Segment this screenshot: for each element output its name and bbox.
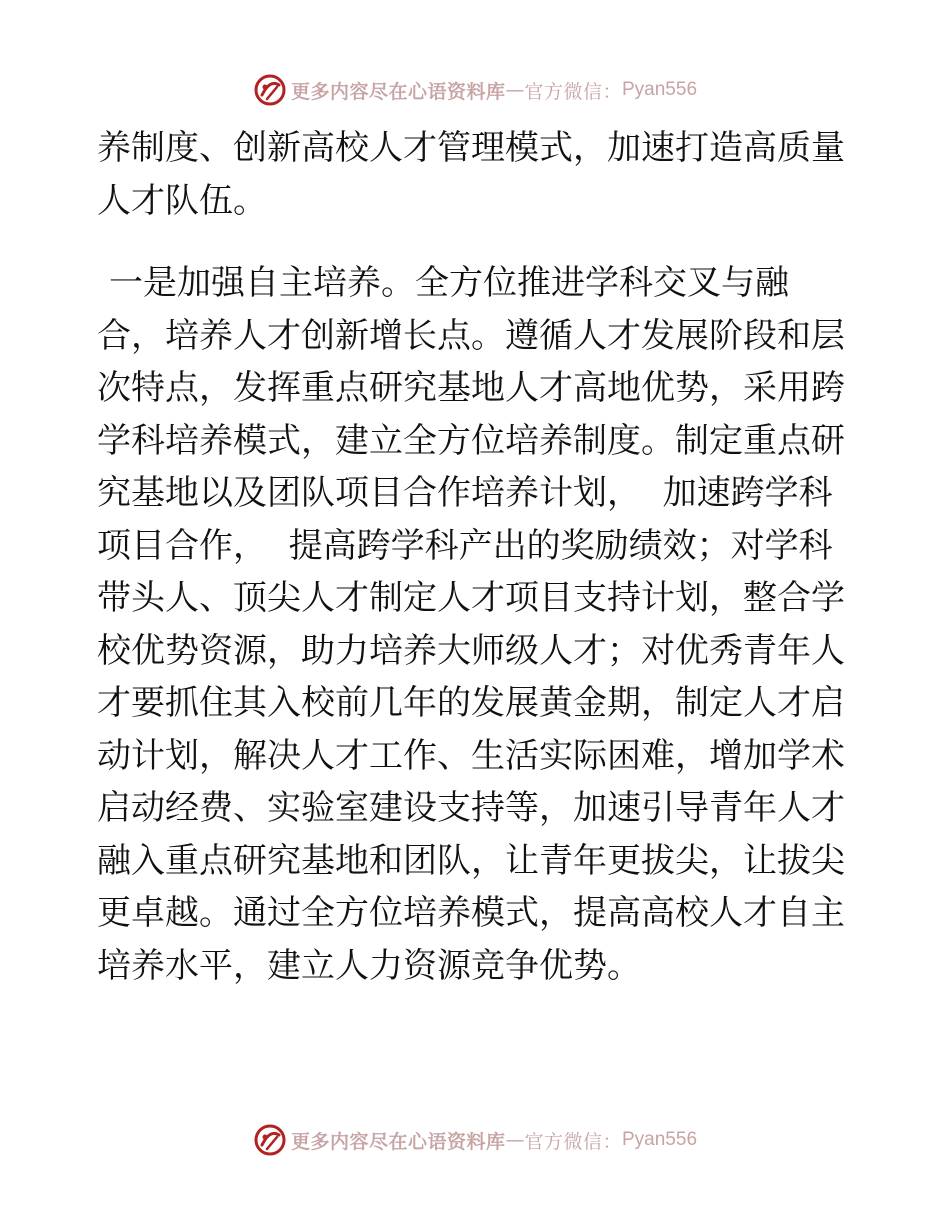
text-line: 学科培养模式，建立全方位培养制度。制定重点研: [97, 420, 845, 461]
text-line: 动计划，解决人才工作、生活实际困难，增加学术: [97, 735, 845, 776]
banner-title: 更多内容尽在心语资料库: [290, 80, 506, 103]
text-line: 合，培养人才创新增长点。遵循人才发展阶段和层: [97, 315, 845, 356]
document-body: [97, 122, 853, 992]
brand-logo-icon: [253, 73, 287, 107]
text-line: 融入重点研究基地和团队，让青年更拔尖，让拔尖: [97, 840, 845, 881]
header-watermark-banner: [0, 70, 950, 110]
text-line: 一是加强自主培养。全方位推进学科交叉与融: [109, 263, 789, 303]
text-line: 更卓越。通过全方位培养模式，提高高校人才自主: [97, 893, 845, 933]
text-line: 校优势资源，助力培养大师级人才；对优秀青年人: [97, 630, 845, 671]
text-line: 带头人、顶尖人才制定人才项目支持计划，整合学: [97, 578, 845, 618]
text-line: 人才队伍。: [97, 180, 267, 221]
banner-contact-label: 官方微信：: [524, 80, 622, 103]
paragraph-1: [97, 122, 853, 227]
text-line: 养制度、创新高校人才管理模式，加速打造高质量: [97, 128, 845, 168]
banner-contact-id: Pyan556: [622, 79, 698, 100]
footer-watermark-banner: [0, 1120, 950, 1160]
banner-title: 更多内容尽在心语资料库: [290, 1130, 506, 1153]
brand-logo-icon: [253, 1123, 287, 1157]
text-line: 次特点，发挥重点研究基地人才高地优势，采用跨: [97, 368, 845, 408]
banner-dash: —: [505, 79, 525, 101]
banner-contact-id: Pyan556: [622, 1129, 698, 1150]
text-line: 启动经费、实验室建设支持等，加速引导青年人才: [97, 788, 845, 828]
text-line: 项目合作， 提高跨学科产出的奖励绩效；对学科: [97, 525, 833, 566]
paragraph-2: [97, 257, 853, 992]
banner-dash: —: [505, 1129, 525, 1151]
text-line: 才要抓住其入校前几年的发展黄金期，制定人才启: [97, 683, 845, 723]
banner-contact-label: 官方微信：: [524, 1130, 622, 1153]
text-line: 究基地以及团队项目合作培养计划， 加速跨学科: [97, 473, 833, 513]
text-line: 培养水平，建立人力资源竞争优势。: [97, 945, 641, 986]
